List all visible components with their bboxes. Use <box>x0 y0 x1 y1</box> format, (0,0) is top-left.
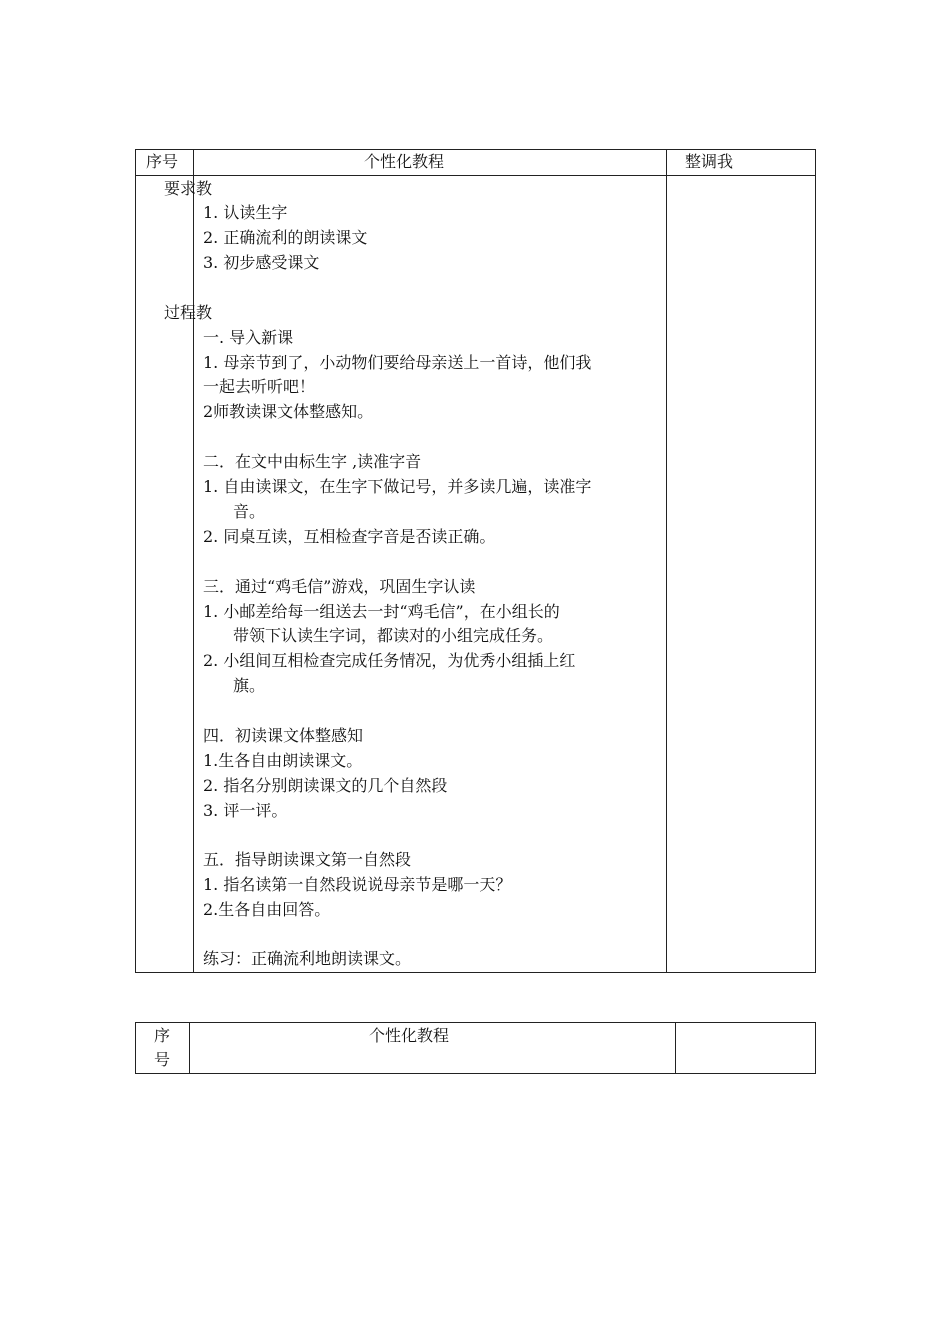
section-line: 1.生各自由朗读课文。 <box>203 751 363 770</box>
header-personalized-lesson: 个性化教程 <box>364 152 445 171</box>
section-line: 2. 小组间互相检查完成任务情况，为优秀小组插上红 <box>203 651 576 670</box>
section-line: 一起去听听吧！ <box>203 377 316 396</box>
lesson-plan-table-2 <box>135 1022 816 1074</box>
section-line: 2. 同桌互读，互相检查字音是否读正确。 <box>203 527 496 546</box>
header-adjustment: 整调我 <box>685 152 734 171</box>
section-title: 一. 导入新课 <box>203 328 294 347</box>
section-line: 音。 <box>233 502 266 521</box>
section-line: 带领下认读生字词，都读对的小组完成任务。 <box>233 626 554 645</box>
requirement-item: 2. 正确流利的朗读课文 <box>203 228 368 247</box>
section-line: 1. 自由读课文，在生字下做记号，并多读几遍，读准字 <box>203 477 592 496</box>
requirements-label: 要求教 <box>164 179 213 198</box>
column-divider <box>189 1023 190 1073</box>
section-line: 旗。 <box>233 676 266 695</box>
column-divider <box>675 1023 676 1073</box>
section-title: 三．通过“鸡毛信”游戏，巩固生字认读 <box>203 577 476 596</box>
header-sequence-line1: 序 <box>154 1026 171 1045</box>
section-line: 2. 指名分别朗读课文的几个自然段 <box>203 776 448 795</box>
exercise-line: 练习：正确流利地朗读课文。 <box>203 949 412 968</box>
section-title: 二．在文中由标生字 ,读准字音 <box>203 452 422 471</box>
section-title: 五．指导朗读课文第一自然段 <box>203 850 412 869</box>
column-divider <box>193 150 194 972</box>
header-personalized-lesson: 个性化教程 <box>369 1026 450 1045</box>
header-sequence-line2: 号 <box>154 1050 171 1069</box>
header-sequence: 序号 <box>146 152 179 171</box>
section-title: 四．初读课文体整感知 <box>203 726 364 745</box>
column-divider <box>666 150 667 972</box>
section-line: 3. 评一评。 <box>203 801 288 820</box>
section-line: 1. 母亲节到了，小动物们要给母亲送上一首诗，他们我 <box>203 353 592 372</box>
header-divider <box>136 175 815 176</box>
section-line: 1. 指名读第一自然段说说母亲节是哪一天？ <box>203 875 512 894</box>
section-line: 2师教读课文体整感知。 <box>203 402 374 421</box>
requirement-item: 1. 认读生字 <box>203 203 288 222</box>
process-label: 过程教 <box>164 303 213 322</box>
requirement-item: 3. 初步感受课文 <box>203 253 320 272</box>
section-line: 2.生各自由回答。 <box>203 900 331 919</box>
section-line: 1. 小邮差给每一组送去一封“鸡毛信”，在小组长的 <box>203 602 560 621</box>
